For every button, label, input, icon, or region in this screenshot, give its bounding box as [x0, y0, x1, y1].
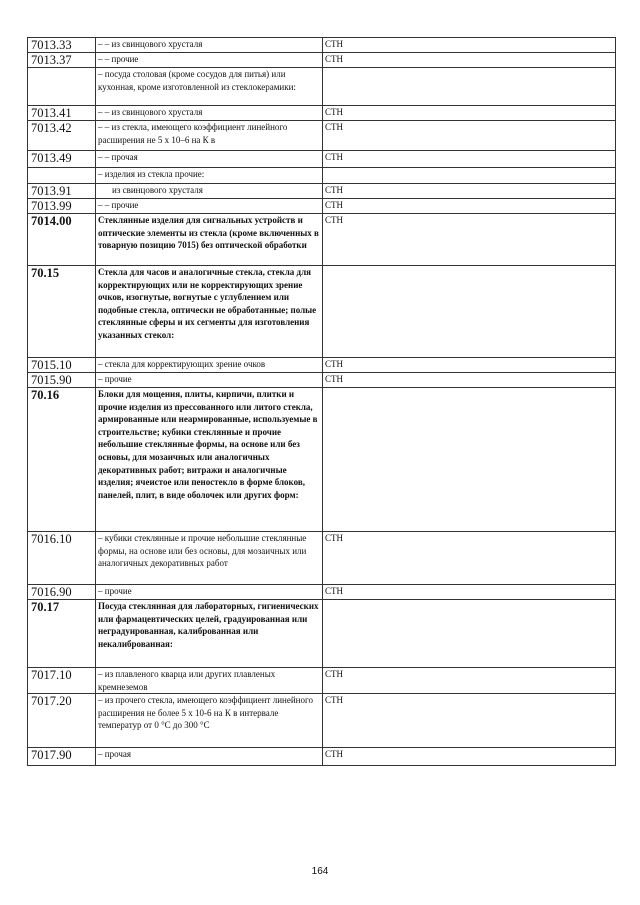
tariff-table [27, 37, 616, 766]
description-cell [96, 184, 323, 199]
description-cell [96, 199, 323, 214]
description-cell [96, 168, 323, 184]
table-row [28, 53, 616, 68]
hs-code-cell: 7013.99 [28, 199, 96, 214]
tariff-rule-cell: СТН [323, 748, 616, 766]
description-text: – – прочая [98, 152, 138, 162]
table-row [28, 388, 616, 532]
description-text: – – из свинцового хрусталя [98, 107, 203, 117]
hs-code-cell [28, 168, 96, 184]
table-row [28, 106, 616, 121]
table-row [28, 532, 616, 585]
tariff-rule-cell [323, 388, 616, 532]
tariff-rule-cell [323, 68, 616, 106]
table-row [28, 748, 616, 766]
tariff-rule-cell: СТН [323, 358, 616, 373]
hs-code-cell: 7013.37 [28, 53, 96, 68]
description-cell [96, 358, 323, 373]
description-text: – – из стекла, имеющего коэффициент линейного расширения не 5 х 10–6 на К в [98, 122, 288, 145]
tariff-rule-cell: СТН [323, 53, 616, 68]
description-text: Блоки для мощения, плиты, кирпичи, плитки и прочие изделия из прессованного или литого стекла, армированные или неармированные, используемые в строительстве; кубики стеклянные и прочие небольшие стеклянные формы, на основе или без основы, для мозаичных или аналогичных декоративных работ; витражи и аналогичные изделия; ячеистое или пеностекло в форме блоков, панелей, плит, в виде оболочек или других форм: [98, 389, 318, 500]
description-cell [96, 214, 323, 266]
table-row [28, 585, 616, 600]
table-row [28, 694, 616, 748]
description-cell [96, 373, 323, 388]
tariff-rule-cell: СТН [323, 184, 616, 199]
tariff-rule-cell: СТН [323, 38, 616, 53]
description-text: – из прочего стекла, имеющего коэффициент линейного расширения не более 5 х 10-6 на К в интервале температур от 0 °С до 300 °С [98, 695, 313, 731]
description-text: – стекла для корректирующих зрение очков [98, 359, 266, 369]
description-cell [96, 694, 323, 748]
table-row [28, 214, 616, 266]
hs-code-cell [28, 68, 96, 106]
table-row [28, 373, 616, 388]
tariff-rule-cell: СТН [323, 214, 616, 266]
hs-code-cell: 70.17 [28, 600, 96, 668]
description-text: – – прочие [98, 54, 139, 64]
tariff-rule-cell: СТН [323, 106, 616, 121]
description-text: Стекла для часов и аналогичные стекла, стекла для корректирующих или не корректирующих зрение очков, изогнутые, вогнутые с углублением или подобные стекла, оптически не обработанные; полые стеклянные сферы и их сегменты для изготовления указанных стекол: [98, 267, 317, 340]
table-row [28, 600, 616, 668]
hs-code-cell: 7016.10 [28, 532, 96, 585]
table-row [28, 184, 616, 199]
hs-code-cell: 7013.49 [28, 151, 96, 168]
tariff-rule-cell: СТН [323, 532, 616, 585]
hs-code-cell: 7013.33 [28, 38, 96, 53]
tariff-rule-cell: СТН [323, 199, 616, 214]
description-cell [96, 668, 323, 694]
hs-code-cell: 7013.91 [28, 184, 96, 199]
description-cell [96, 68, 323, 106]
hs-code-cell: 7015.10 [28, 358, 96, 373]
table-row [28, 168, 616, 184]
description-text: – – прочие [98, 200, 139, 210]
description-cell [96, 585, 323, 600]
description-text: Стеклянные изделия для сигнальных устройств и оптические элементы из стекла (кроме включенных в товарную позицию 7015) без оптической обработки [98, 215, 319, 251]
hs-code-cell: 70.15 [28, 266, 96, 358]
tariff-rule-cell: СТН [323, 151, 616, 168]
description-text: – из плавленого кварца или других плавленых кремнеземов [98, 669, 276, 692]
hs-code-cell: 7017.10 [28, 668, 96, 694]
description-cell [96, 53, 323, 68]
description-cell [96, 748, 323, 766]
description-text: – прочие [98, 586, 132, 596]
table-row [28, 266, 616, 358]
hs-code-cell: 7013.41 [28, 106, 96, 121]
tariff-rule-cell: СТН [323, 121, 616, 151]
tariff-rule-cell [323, 266, 616, 358]
table-row [28, 668, 616, 694]
page-number: 164 [311, 866, 329, 877]
hs-code-cell: 7016.90 [28, 585, 96, 600]
tariff-rule-cell: СТН [323, 373, 616, 388]
tariff-rule-cell: СТН [323, 668, 616, 694]
hs-code-cell: 7014.00 [28, 214, 96, 266]
description-text: из свинцового хрусталя [112, 185, 203, 195]
tariff-rule-cell [323, 600, 616, 668]
table-row [28, 38, 616, 53]
description-text: – кубики стеклянные и прочие небольшие стеклянные формы, на основе или без основы, для мозаичных или аналогичных декоративных работ [98, 533, 307, 569]
hs-code-cell: 70.16 [28, 388, 96, 532]
tariff-rule-cell [323, 168, 616, 184]
table-row [28, 121, 616, 151]
tariff-rule-cell: СТН [323, 585, 616, 600]
hs-code-cell: 7013.42 [28, 121, 96, 151]
table-body [28, 38, 616, 766]
description-text: – посуда столовая (кроме сосудов для питья) или кухонная, кроме изготовленной из стеклокерамики: [98, 69, 296, 92]
description-text: – – из свинцового хрусталя [98, 39, 203, 49]
table-row [28, 199, 616, 214]
description-cell [96, 388, 323, 532]
hs-code-cell: 7015.90 [28, 373, 96, 388]
hs-code-cell: 7017.20 [28, 694, 96, 748]
description-text: – изделия из стекла прочие: [98, 169, 205, 179]
description-cell [96, 151, 323, 168]
description-cell [96, 532, 323, 585]
description-cell [96, 266, 323, 358]
table-row [28, 151, 616, 168]
tariff-rule-cell: СТН [323, 694, 616, 748]
description-cell [96, 600, 323, 668]
description-cell [96, 38, 323, 53]
description-cell [96, 121, 323, 151]
table-row [28, 358, 616, 373]
description-text: – прочие [98, 374, 132, 384]
description-text: – прочая [98, 749, 131, 760]
table-row [28, 68, 616, 106]
hs-code-cell: 7017.90 [28, 748, 96, 766]
description-cell [96, 106, 323, 121]
description-text: Посуда стеклянная для лабораторных, гигиенических или фармацевтических целей, градуированная или неградуированная, калиброванная или некалиброванная: [98, 601, 319, 649]
